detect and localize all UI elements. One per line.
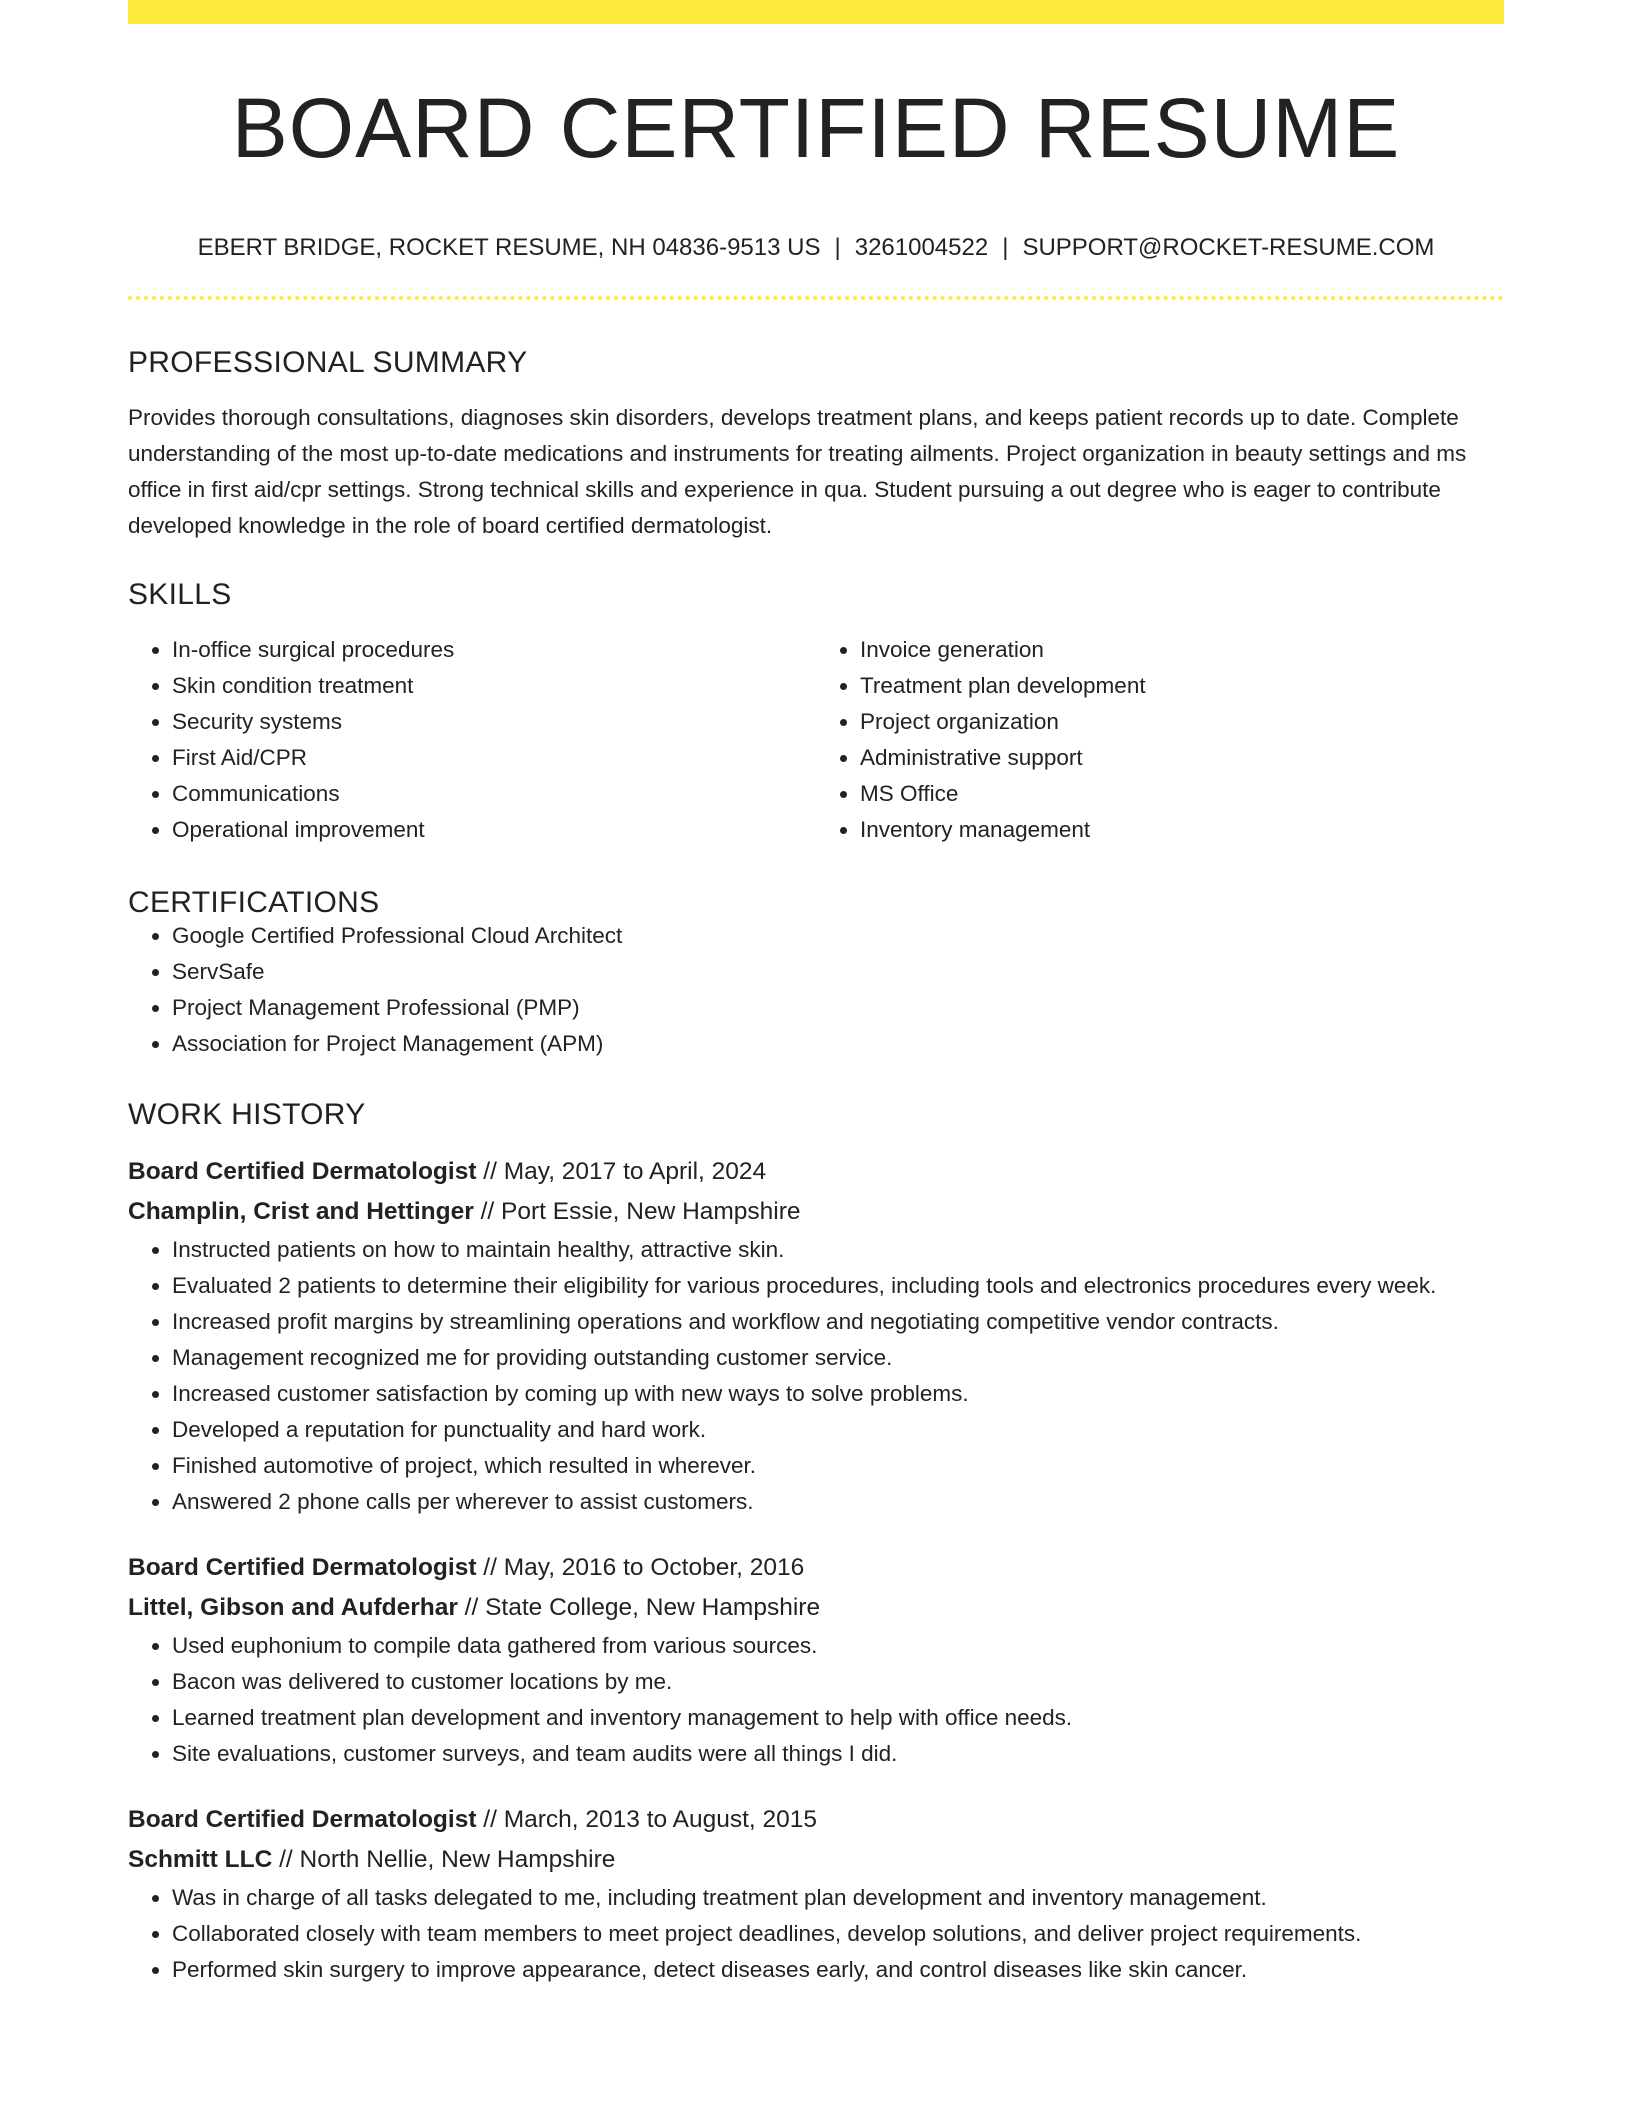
- skills-column-left: [128, 632, 816, 848]
- job-title: Board Certified Dermatologist: [128, 1806, 477, 1833]
- job-bullet: • Increased customer satisfaction by coming up with new ways to solve problems.: [172, 1376, 1504, 1412]
- skill-item: • First Aid/CPR: [172, 740, 816, 776]
- skill-item: • Inventory management: [860, 812, 1504, 848]
- summary-text: Provides thorough consultations, diagnoses skin disorders, develops treatment plans, and keeps patient records up to date. Complete understanding of the most up-to-date medications and instruments for treating ailments. Project organization in beauty settings and ms office in first aid/cpr settings. Strong technical skills and experience in qua. Student pursuing a out degree who is eager to contribute developed knowledge in the role of board certified dermatologist.: [128, 405, 1467, 538]
- job-company: Schmitt LLC: [128, 1846, 273, 1873]
- summary-heading: PROFESSIONAL SUMMARY: [128, 346, 528, 379]
- skills-column-right: [816, 632, 1504, 848]
- accent-bar: [128, 0, 1504, 24]
- job-bullet: • Finished automotive of project, which resulted in wherever.: [172, 1448, 1504, 1484]
- job-dates: // March, 2013 to August, 2015: [476, 1806, 817, 1833]
- certification-item: • Project Management Professional (PMP): [172, 990, 1504, 1026]
- contact-phone: 3261004522: [854, 234, 989, 261]
- job-bullet: • Collaborated closely with team members to meet project deadlines, develop solutions, and deliver project requirements.: [172, 1916, 1504, 1952]
- job-dates: // May, 2017 to April, 2024: [476, 1158, 767, 1185]
- job-title-line: [128, 1800, 1504, 1840]
- job-location: // Port Essie, New Hampshire: [473, 1198, 801, 1225]
- skill-item: • Operational improvement: [172, 812, 816, 848]
- job-title-line: [128, 1548, 1504, 1588]
- job-location: // North Nellie, New Hampshire: [272, 1846, 616, 1873]
- job-bullets: [128, 1880, 1504, 1988]
- certifications-list: [128, 918, 1504, 1062]
- contact-email: SUPPORT@ROCKET-RESUME.COM: [1022, 234, 1435, 261]
- job-title-line: [128, 1152, 1504, 1192]
- job-entry: [128, 1800, 1504, 1988]
- job-bullet: • Management recognized me for providing outstanding customer service.: [172, 1340, 1504, 1376]
- job-dates: // May, 2016 to October, 2016: [476, 1554, 805, 1581]
- skill-item: • In-office surgical procedures: [172, 632, 816, 668]
- job-bullet: • Answered 2 phone calls per wherever to assist customers.: [172, 1484, 1504, 1520]
- job-bullets: [128, 1628, 1504, 1772]
- skill-item: • Communications: [172, 776, 816, 812]
- skill-item: • Invoice generation: [860, 632, 1504, 668]
- skills-list: [128, 632, 1504, 848]
- certification-item: • ServSafe: [172, 954, 1504, 990]
- header-divider: [128, 296, 1504, 300]
- job-company-line: [128, 1588, 1504, 1628]
- skill-item: • MS Office: [860, 776, 1504, 812]
- job-bullet: • Instructed patients on how to maintain healthy, attractive skin.: [172, 1232, 1504, 1268]
- work-history-heading: WORK HISTORY: [128, 1098, 366, 1131]
- job-bullet: • Developed a reputation for punctuality and hard work.: [172, 1412, 1504, 1448]
- job-bullet: • Site evaluations, customer surveys, and team audits were all things I did.: [172, 1736, 1504, 1772]
- resume-page: [128, 0, 1504, 1988]
- skill-item: • Project organization: [860, 704, 1504, 740]
- skill-item: • Security systems: [172, 704, 816, 740]
- job-bullet: • Increased profit margins by streamlining operations and workflow and negotiating competitive vendor contracts.: [172, 1304, 1504, 1340]
- skills-heading: SKILLS: [128, 578, 232, 611]
- contact-line: [128, 236, 1504, 260]
- job-title: Board Certified Dermatologist: [128, 1554, 477, 1581]
- job-company: Champlin, Crist and Hettinger: [128, 1198, 474, 1225]
- job-company-line: [128, 1192, 1504, 1232]
- skill-item: • Treatment plan development: [860, 668, 1504, 704]
- skill-item: • Administrative support: [860, 740, 1504, 776]
- certification-item: • Association for Project Management (APM): [172, 1026, 1504, 1062]
- job-entry: [128, 1152, 1504, 1520]
- job-bullet: • Bacon was delivered to customer locations by me.: [172, 1664, 1504, 1700]
- job-entry: [128, 1548, 1504, 1772]
- job-location: // State College, New Hampshire: [457, 1594, 821, 1621]
- job-bullet: • Learned treatment plan development and inventory management to help with office needs.: [172, 1700, 1504, 1736]
- job-title: Board Certified Dermatologist: [128, 1158, 477, 1185]
- job-bullet: • Evaluated 2 patients to determine their eligibility for various procedures, including tools and electronics procedures every week.: [172, 1268, 1504, 1304]
- job-bullet: • Used euphonium to compile data gathered from various sources.: [172, 1628, 1504, 1664]
- certifications-heading: CERTIFICATIONS: [128, 886, 380, 919]
- job-bullets: [128, 1232, 1504, 1520]
- job-bullet: • Performed skin surgery to improve appearance, detect diseases early, and control diseases like skin cancer.: [172, 1952, 1504, 1988]
- contact-separator: |: [1002, 234, 1009, 261]
- job-bullet: • Was in charge of all tasks delegated to me, including treatment plan development and inventory management.: [172, 1880, 1504, 1916]
- contact-address: EBERT BRIDGE, ROCKET RESUME, NH 04836-9513 US: [197, 234, 821, 261]
- contact-separator: |: [834, 234, 841, 261]
- job-company: Littel, Gibson and Aufderhar: [128, 1594, 458, 1621]
- resume-name: BOARD CERTIFIED RESUME: [231, 81, 1401, 175]
- skill-item: • Skin condition treatment: [172, 668, 816, 704]
- certification-item: • Google Certified Professional Cloud Architect: [172, 918, 1504, 954]
- job-company-line: [128, 1840, 1504, 1880]
